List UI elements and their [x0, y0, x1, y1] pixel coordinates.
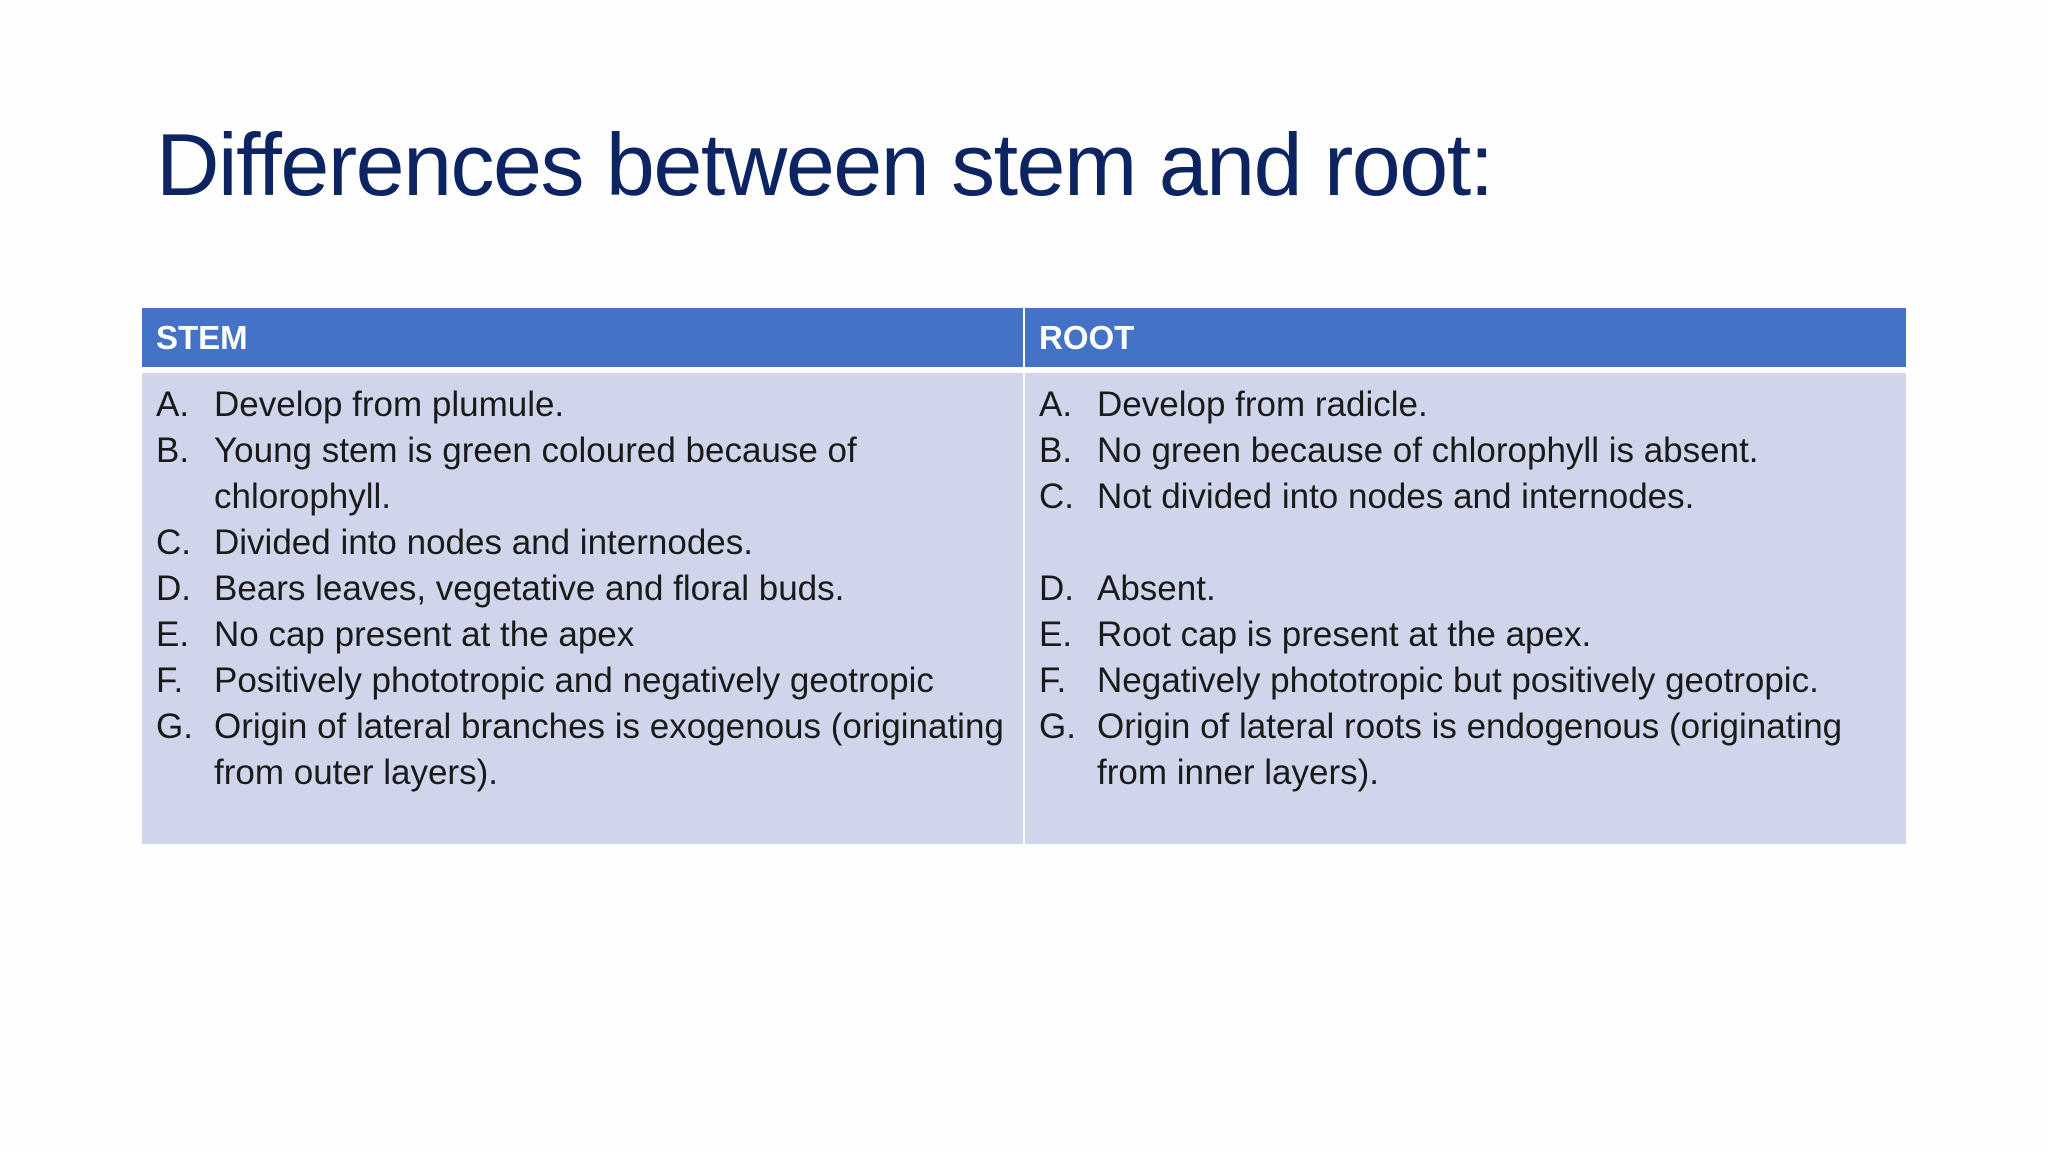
item-marker: F.	[156, 661, 184, 700]
root-cell	[1025, 373, 1906, 844]
item-marker: A.	[156, 385, 190, 424]
item-marker: B.	[156, 431, 190, 470]
item-marker: E.	[156, 615, 190, 654]
item-text: Bears leaves, vegetative and floral buds.	[214, 569, 845, 608]
item-text: Origin of lateral roots is endogenous (originating from inner layers).	[1097, 707, 1843, 792]
item-marker: B.	[1039, 431, 1073, 470]
list-item	[1039, 474, 1894, 520]
list-item	[156, 382, 1011, 428]
list-item	[1039, 658, 1894, 704]
stem-list	[156, 382, 1011, 796]
list-item	[156, 428, 1011, 520]
header-stem: STEM	[142, 308, 1023, 367]
header-root: ROOT	[1025, 308, 1906, 367]
item-marker: D.	[156, 569, 191, 608]
stem-cell	[142, 373, 1023, 844]
slide-title: Differences between stem and root:	[156, 115, 1493, 214]
list-item	[156, 704, 1011, 796]
list-item	[1039, 612, 1894, 658]
item-text: Root cap is present at the apex.	[1097, 615, 1592, 654]
item-marker: G.	[156, 707, 193, 746]
item-text: Origin of lateral branches is exogenous (originating from outer layers).	[214, 707, 1004, 792]
list-spacer	[1039, 520, 1894, 566]
list-item	[156, 658, 1011, 704]
item-text: Develop from plumule.	[214, 385, 565, 424]
item-marker: G.	[1039, 707, 1076, 746]
list-item	[156, 520, 1011, 566]
item-marker: C.	[156, 523, 191, 562]
list-item	[1039, 704, 1894, 796]
item-text: Divided into nodes and internodes.	[214, 523, 753, 562]
item-text: Develop from radicle.	[1097, 385, 1428, 424]
list-item	[1039, 382, 1894, 428]
item-marker: E.	[1039, 615, 1073, 654]
item-text: Negatively phototropic but positively geotropic.	[1097, 661, 1819, 700]
item-text: No cap present at the apex	[214, 615, 635, 654]
list-item	[1039, 566, 1894, 612]
item-marker: F.	[1039, 661, 1067, 700]
item-marker: C.	[1039, 477, 1074, 516]
item-text: Positively phototropic and negatively geotropic	[214, 661, 934, 700]
item-text: Absent.	[1097, 569, 1216, 608]
item-text: Young stem is green coloured because of chlorophyll.	[214, 431, 857, 516]
item-text: No green because of chlorophyll is absent.	[1097, 431, 1759, 470]
item-marker: D.	[1039, 569, 1074, 608]
item-marker: A.	[1039, 385, 1073, 424]
comparison-table	[142, 308, 1906, 844]
root-list	[1039, 382, 1894, 796]
list-item	[1039, 428, 1894, 474]
list-item	[156, 612, 1011, 658]
item-text: Not divided into nodes and internodes.	[1097, 477, 1695, 516]
list-item	[156, 566, 1011, 612]
